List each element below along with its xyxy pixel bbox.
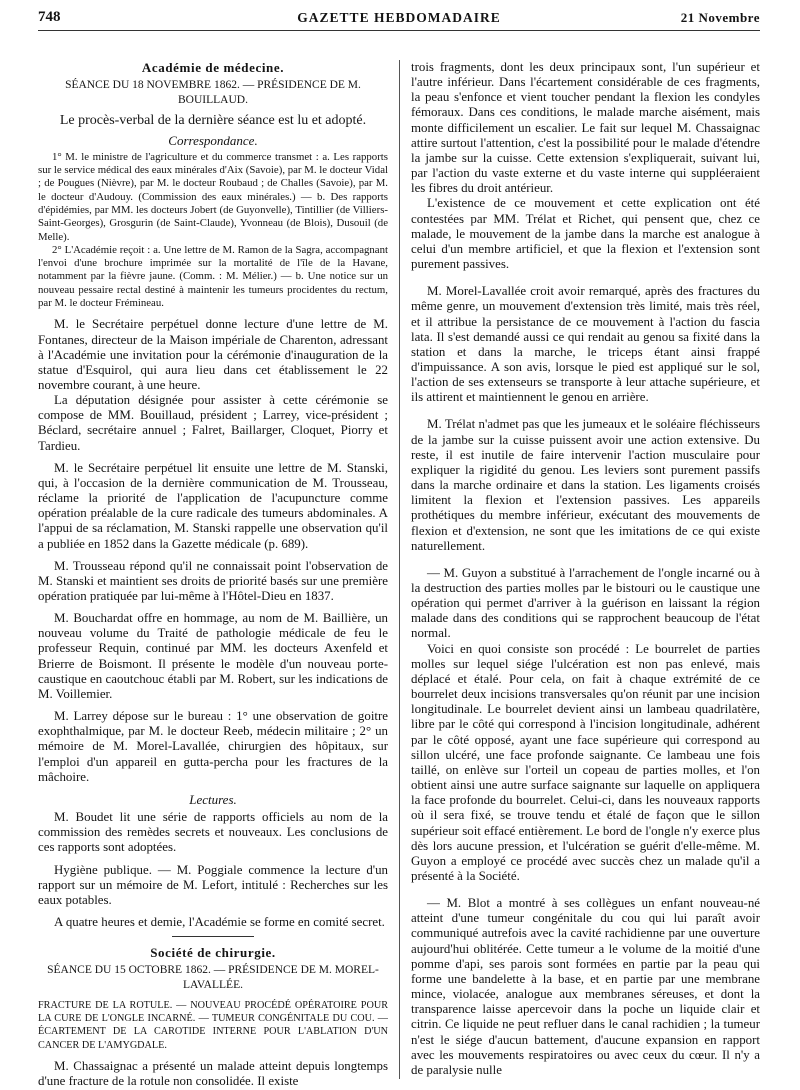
paragraph: M. Trélat n'admet pas que les jumeaux et le soléaire fléchisseurs de la jambe sur la cuisse puissent avoir une action extensive. Du reste, il est inutile de faire intervenir l'action musculaire pour expliquer la rigidité du genou. Les leviers sont purement passifs dans la marche ordinaire et dans la station. Les ligaments croisés limitent la flexion et l'extension passives. Les appareils prothétiques du membre inférieur, exécutant des mouvements de flexion et d'extension, ne sont que les imitations de ce qui existe naturellement. [411,417,760,553]
section-title-societe: Société de chirurgie. [150,945,276,961]
paragraph: M. Larrey dépose sur le bureau : 1° une observation de goitre exophthalmique, par M. le docteur Reeb, médecin militaire ; 2° un mémoire de M. Morel-Lavallée, chirurgien des hôpitaux, sur l'emploi d'un appareil en gutta-percha pour les fractures de la mâchoire. [38,709,388,784]
paragraph: Hygiène publique. — M. Poggiale commence la lecture d'un rapport sur un mémoire de M. Lefort, intitulé : Recherches sur les eaux potables. [38,862,388,907]
paragraph: M. le Secrétaire perpétuel lit ensuite une lettre de M. Stanski, qui, à l'occasion de la dernière communication de M. Trousseau, réclame la priorité de l'application de l'acupuncture comme opération préalable de la cure radicale des tumeurs abdominales. A l'appui de sa réclamation, M. Stanski rappelle une observation qu'il a publiée en 1852 dans la Gazette médicale (p. 689). [38,460,388,551]
page-number: 748 [38,9,61,25]
paragraph: M. Boudet lit une série de rapports officiels au nom de la commission des remèdes secrets et nouveaux. Les conclusions de ces rapports sont adoptées. [38,810,388,855]
left-column [38,60,388,1089]
section-divider [172,936,254,937]
correspondance-item-2: 2° L'Académie reçoit : a. Une lettre de M. Ramon de la Sagra, accompagnant l'envoi d'une brochure imprimée sur la mortalité de l'île de la Havane, notamment par la fièvre jaune. (Comm. : M. Mélier.) — b. Une notice sur un nouveau pessaire rectal destiné à maintenir les tumeurs procidentes du rectum, par M. le docteur Frémineau. [38,243,388,310]
paragraph: — M. Blot a montré à ses collègues un enfant nouveau-né atteint d'une tumeur congénitale du cou qui lui paraît avoir communiqué autrefois avec la cavité rachidienne par une ouverture aujourd'hui oblitérée. Cette tumeur a le volume de la moitié d'une pomme d'api, ses parois sont formées en partie par la peau qui forme une bandelette à la base, et en partie par une membrane mince, violacée, analogue aux membranes séreuses, et dont la transparence laisse apercevoir dans la poche un liquide clair et citrin. Ce liquide ne peut refluer dans le canal rachidien ; la tumeur n'est le siége d'aucun battement, d'aucune expansion en rapport avec les mouvements respiratoires ou avec ceux du cœur. Il n'y a de paralysie nulle [411,896,760,1077]
proces-verbal: Le procès-verbal de la dernière séance est lu et adopté. [59,113,367,129]
paragraph: — M. Guyon a substitué à l'arrachement de l'ongle incarné ou à la destruction des parties molles par le bistouri ou le caustique une opération qui permet d'arriver à la guérison en laissant la région malade dans des conditions qui se rapprochent beaucoup de l'état normal. [411,565,760,641]
paragraph: M. le Secrétaire perpétuel donne lecture d'une lettre de M. Fontanes, directeur de la Maison impériale de Charenton, adressant à l'Académie une invitation pour la cérémonie d'inauguration de la statue d'Esquirol, qui aura lieu dans cet établissement le 22 novembre courant, à une heure. [38,317,388,392]
columns [38,60,760,1089]
paragraph: M. Chassaignac a présenté un malade atteint depuis longtemps d'une fracture de la rotule non consolidée. Il existe [38,1059,388,1089]
paragraph: L'existence de ce mouvement et cette explication ont été contestées par MM. Trélat et Richet, qui pensent que, chez ce malade, le mouvement de la jambe dans la marche est analogue à celui d'un membre artificiel, et que la flexion et l'extension sont purement passives. [411,196,760,272]
paragraph: M. Morel-Lavallée croit avoir remarqué, après des fractures du même genre, un mouvement d'extension très limité, mais très réel, et il attribue la persistance de ce mouvement à l'action du fascia lata. Il s'est demandé aussi ce qui rendait au genou sa fixité dans la station et dans la marche, le triceps étant ainsi frappé d'impuissance. A son avis, lorsque le pied est appliqué sur le sol, l'action de ses extenseurs se transporte à leur attache supérieure, et ils attirent et maintiennent le genou en arrière. [411,284,760,405]
subheading-lectures: Lectures. [189,791,237,807]
paragraph: A quatre heures et demie, l'Académie se forme en comité secret. [54,914,385,929]
section-title-academie: Académie de médecine. [141,60,285,75]
paragraph: Voici en quoi consiste son procédé : Le bourrelet de parties molles sur lequel siége l'ulcération est non pas enlevé, mais déplacé et étalé. Pour cela, on fait à chaque extrémité de ce bourrelet deux incisions transversales qu'on réunit par une incision longitudinale. Le bourrelet devient ainsi un lambeau quadrilatère, libre par le côté qui correspond à l'incision longitudinale, adhérent par le côté opposé, ayant une face supérieure qui correspond au sillon ulcéré, une face profonde saignante. Ce lambeau une fois taillé, on enlève sur l'orteil un copeau de parties molles, et l'on obtient ainsi une autre surface saignante sur laquelle on appliquera la face profonde du bourrelet. Celui-ci, dans les nouveaux rapports où il sera fixé, se trouve tendu et étalé de façon que le sillon supérieur soit effacé entièrement. Le bord de l'ongle n'y exerce plus dès lors aucune pression, et l'ulcération se guérit d'elle-même. M. Guyon a employé ce procédé avec succès chez un malade qu'il a présenté à la Société. [411,641,760,883]
paragraph: La députation désignée pour assister à cette cérémonie se compose de MM. Bouillaud, président ; Larrey, vice-président ; Béclard, secrétaire annuel ; Falret, Baillarger, Cloquet, Piorry et Tardieu. [38,393,388,453]
paragraph: M. Bouchardat offre en hommage, au nom de M. Baillière, un nouveau volume du Traité de pathologie médicale de feu le professeur Requin, continué par MM. les docteurs Axenfeld et Brierre de Boismont. Il présente le modèle d'un nouveau porte-caustique en caoutchouc établi par M. Robert, sur les indications de M. Voillemier. [38,611,388,701]
running-head [38,8,760,31]
paragraph: trois fragments, dont les deux principaux sont, l'un supérieur et l'autre inférieur. Dans l'écartement considérable de ces fragments, la peau s'enfonce et vient toucher pendant la flexion les condyles fémoraux. Dans ces conditions, le malade marche aisément, mais monte difficilement un escalier. Le fait sur lequel M. Chassaignac attire surtout l'attention, c'est la possibilité pour le malade d'étendre la jambe sur la cuisse. Cette extension s'expliquerait, suivant lui, par l'action du vaste externe et du vaste interne qui suppléeraient les fibres du droit antérieur. [411,60,760,196]
session-summary: FRACTURE DE LA ROTULE. — NOUVEAU PROCÉDÉ OPÉRATOIRE POUR LA CURE DE L'ONGLE INCARNÉ. — TUMEUR CONGÉNITALE DU COU. — ÉCARTEMENT DE LA CAROTIDE INTERNE POUR L'ABLATION D'UN CANCER DE L'AMYGDALE. [38,999,388,1051]
subheading-correspondance: Correspondance. [168,132,258,148]
journal-title: GAZETTE HEBDOMADAIRE [297,10,501,25]
correspondance-item-1: 1° M. le ministre de l'agriculture et du commerce transmet : a. Les rapports sur le service médical des eaux minérales d'Aix (Savoie), par M. le docteur Vidal ; de Pougues (Nièvre), par M. le docteur Roubaud ; de Challes (Savoie), par M. le docteur d'Audouy. (Commission des eaux minérales.) — b. Des rapports d'épidémies, par MM. les docteurs Jobert (de Guyonvelle), Tintillier (de Villiers-Saint-Georges), Grosgurin (de Saint-Claude), Yvonneau (de Blois), Dusouil (de Melle). [38,150,388,243]
seance-line-academie: SÉANCE DU 18 NOVEMBRE 1862. — PRÉSIDENCE DE M. BOUILLAUD. [65,79,361,107]
seance-line-societe: SÉANCE DU 15 OCTOBRE 1862. — PRÉSIDENCE DE M. MOREL-LAVALLÉE. [47,964,379,992]
paragraph: M. Trousseau répond qu'il ne connaissait point l'observation de M. Stanski et maintient ses droits de priorité basés sur une première opération pratiquée par lui-même à l'Hôtel-Dieu en 1837. [38,558,388,603]
column-rule [399,60,400,1079]
right-column [411,60,760,1079]
issue-date: 21 Novembre [680,10,760,25]
